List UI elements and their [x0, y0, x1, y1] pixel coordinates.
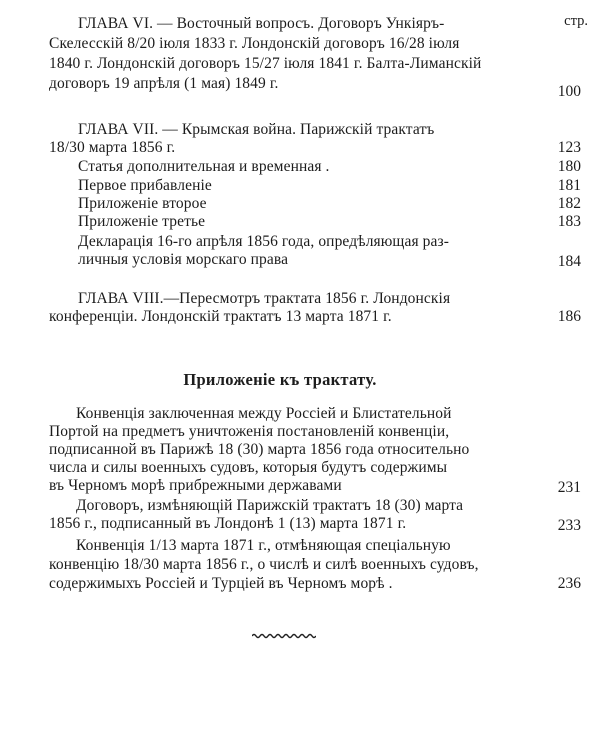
appendix-entry-2-page: 233 — [557, 517, 581, 534]
toc-item-prilozhenie-3-page: 183 — [557, 213, 581, 230]
appendix-entry-1-line-3: подписанной въ Парижѣ 18 (30) марта 1856 года относительно — [49, 441, 470, 458]
toc-item-dop-statya-page: 180 — [557, 158, 581, 175]
appendix-entry-1-line-1: Конвенція заключенная между Россіей и Блистательной — [76, 405, 452, 422]
chapter-8-page: 186 — [557, 308, 581, 325]
appendix-entry-1-line-5: въ Черномъ морѣ прибрежными державами — [49, 477, 342, 494]
toc-item-pribavlenie-1: Первое прибавленіе — [78, 177, 212, 194]
chapter-8-line-1: ГЛАВА VIII.—Пересмотръ трактата 1856 г. Лондонскія — [78, 290, 451, 307]
chapter-6-line-3: 1840 г. Лондонскій договоръ 15/27 іюля 1841 г. Балта-Лиманскій — [49, 55, 482, 72]
chapter-6-line-2: Скелесскій 8/20 іюля 1833 г. Лондонскій договоръ 16/28 іюля — [49, 35, 460, 52]
toc-item-prilozhenie-2-page: 182 — [557, 195, 581, 212]
appendix-entry-1-line-4: числа и силы военныхъ судовъ, которыя будутъ содержимы — [49, 459, 448, 476]
toc-item-dop-statya: Статья дополнительная и временная . — [78, 158, 330, 175]
chapter-7-line-2: 18/30 марта 1856 г. — [49, 139, 176, 156]
toc-item-prilozhenie-2: Приложеніе второе — [78, 195, 207, 212]
chapter-8-line-2: конференціи. Лондонскій трактатъ 13 марта 1871 г. — [49, 308, 392, 325]
toc-item-pribavlenie-1-page: 181 — [557, 177, 581, 194]
chapter-6-line-4: договоръ 19 апрѣля (1 мая) 1849 г. — [49, 75, 279, 92]
wavy-divider-ornament — [252, 632, 316, 640]
appendix-entry-3-page: 236 — [557, 575, 581, 592]
toc-item-prilozhenie-3: Приложеніе третье — [78, 213, 206, 230]
chapter-7-page: 123 — [557, 139, 581, 156]
page-column-header: стр. — [564, 13, 588, 29]
appendix-entry-3-line-2: конвенцію 18/30 марта 1856 г., о числѣ и силѣ военныхъ судовъ, — [49, 556, 479, 573]
appendix-entry-2-line-1: Договоръ, измѣняющій Парижскій трактатъ 18 (30) марта — [76, 497, 464, 514]
declaration-page: 184 — [557, 253, 581, 270]
appendix-entry-3-line-3: содержимыхъ Россіей и Турціей въ Черномъ морѣ . — [49, 575, 393, 592]
appendix-entry-1-page: 231 — [557, 479, 581, 496]
appendix-entry-1-line-2: Портой на предметъ уничтоженія постановленій конвенціи, — [49, 423, 450, 440]
chapter-6-page: 100 — [557, 83, 581, 100]
chapter-7-line-1: ГЛАВА VII. — Крымская война. Парижскій трактатъ — [78, 121, 435, 138]
declaration-line-2: личныя условія морскаго права — [78, 251, 289, 268]
appendix-entry-2-line-2: 1856 г., подписанный въ Лондонѣ 1 (13) марта 1871 г. — [49, 515, 407, 532]
declaration-line-1: Декларація 16-го апрѣля 1856 года, опредѣляющая раз- — [78, 233, 449, 250]
appendix-title: Приложеніе къ трактату. — [183, 370, 377, 389]
appendix-entry-3-line-1: Конвенція 1/13 марта 1871 г., отмѣняющая спеціальную — [76, 537, 451, 554]
chapter-6-line-1: ГЛАВА VI. — Восточный вопросъ. Договоръ Ункіяръ- — [78, 15, 445, 32]
